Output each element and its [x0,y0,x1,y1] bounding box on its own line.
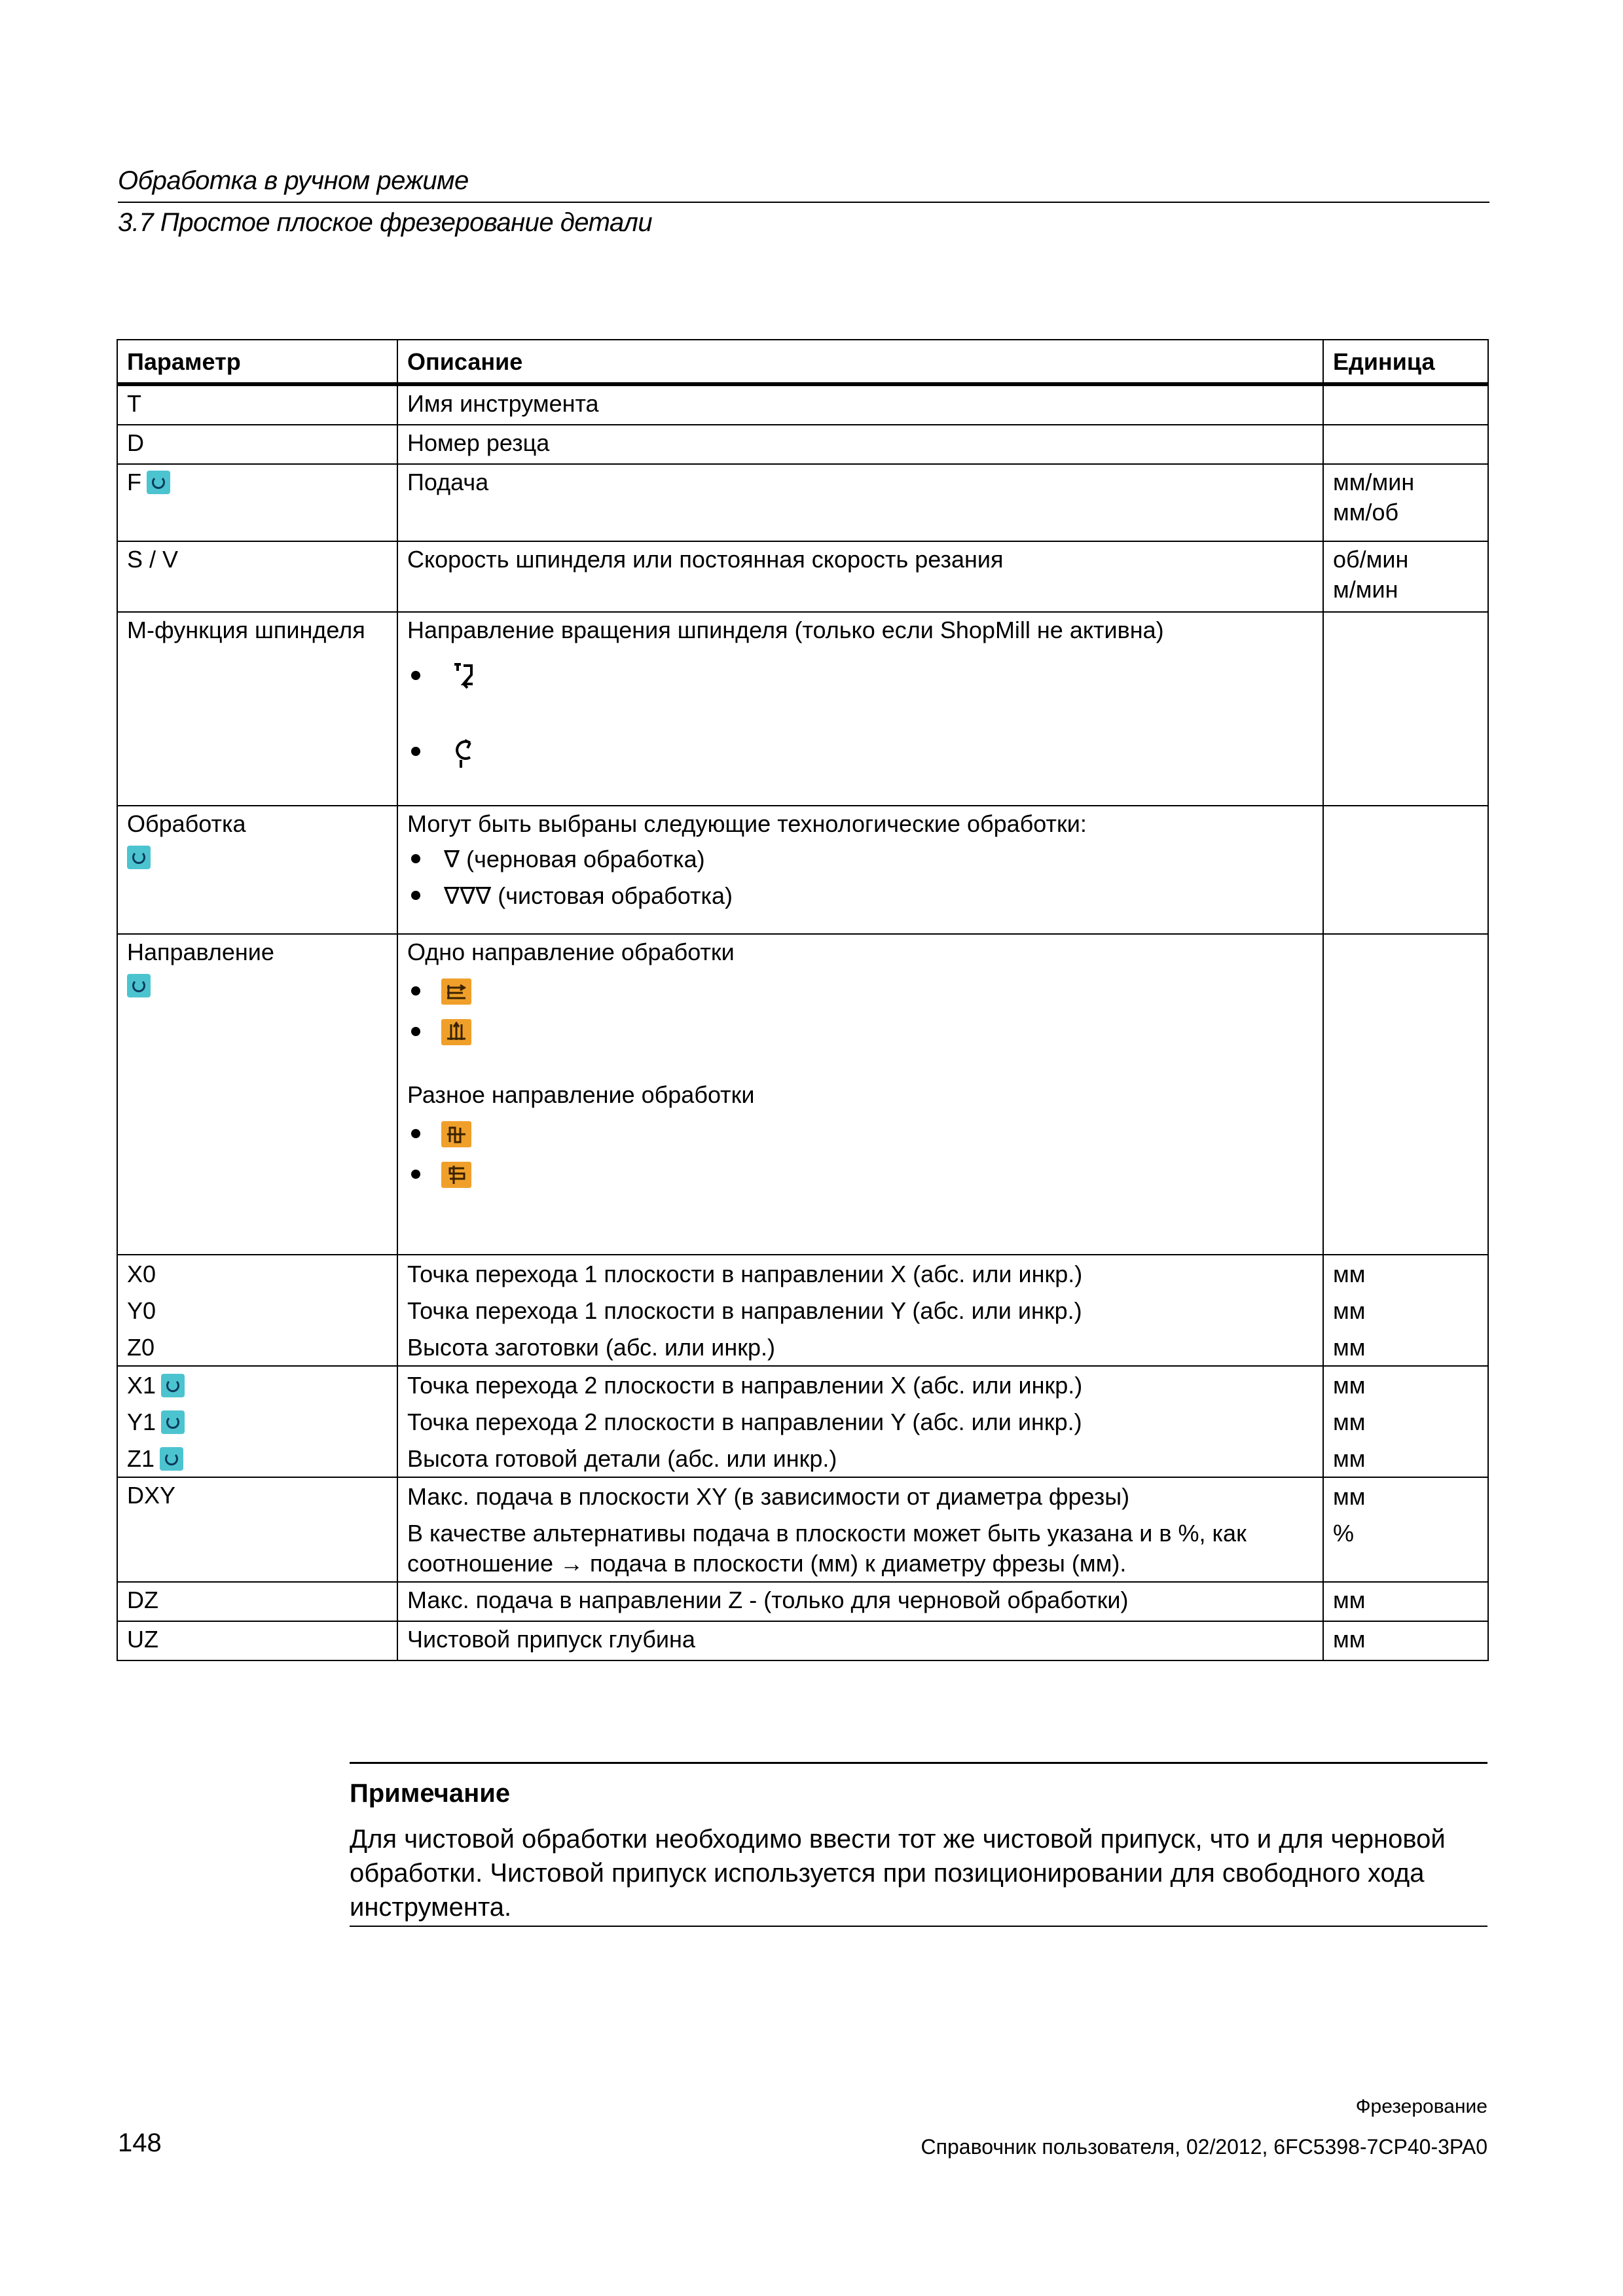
table-row [117,934,1488,1255]
table-row [117,541,1488,612]
description-cell [397,1366,1323,1477]
unit-line: мм [1333,1372,1366,1399]
unit-line: мм/об [1333,499,1399,526]
param-label: Y1 [127,1408,156,1435]
bullet-dot [411,986,420,996]
description-text: Направление вращения шпинделя (только если ShopMill не активна) [407,617,1164,643]
option-roughing: ∇ (черновая обработка) [444,846,705,872]
description-cell: Скорость шпинделя или постоянная скорость резания [397,541,1323,612]
chapter-title: Обработка в ручном режиме [118,166,469,195]
description-cell [397,934,1323,1255]
list-item [407,1155,1313,1195]
one-direction-y-icon [441,1019,471,1045]
description-text: Точка перехода 2 плоскости в направлении X (абс. или инкр.) [407,1372,1083,1399]
bullet-dot [411,1170,420,1179]
table-row [117,464,1488,541]
param-label: X0 [127,1261,156,1287]
param-label: Z1 [127,1445,155,1472]
description-text: В качестве альтернативы подача в плоскости может быть указана и в %, как соотношение → подача в плоскости (мм) к диаметру фрезы (мм). [407,1520,1247,1577]
param-cell: М-функция шпинделя [117,612,397,806]
description-text: Одно направление обработки [407,939,735,965]
param-cell: S / V [117,541,397,612]
unit-line: м/мин [1333,576,1398,603]
unit-line: мм [1333,1297,1366,1324]
page-number: 148 [118,2128,162,2157]
param-cell: DZ [117,1582,397,1621]
unit-cell [1323,464,1488,541]
description-cell [397,806,1323,934]
unit-cell: мм [1323,1582,1488,1621]
table-row [117,425,1488,464]
unit-line: мм [1333,1334,1366,1361]
description-text: Высота готовой детали (абс. или инкр.) [407,1445,837,1472]
description-text: Могут быть выбраны следующие технологические обработки: [407,810,1087,837]
unit-line: мм [1333,1408,1366,1435]
param-cell: DXY [117,1477,397,1582]
spindle-ccw-icon [449,735,478,781]
parameter-table [117,339,1489,1661]
column-header-param: Параметр [117,340,397,384]
unit-cell: мм [1323,1621,1488,1660]
description-cell [397,1477,1323,1582]
note-text: Для чистовой обработки необходимо ввести тот же чистовой припуск, что и для черновой обработки. Чистовой припуск используется при позиционировании для свободного хода инструмента. [350,1825,1446,1922]
unit-line: % [1333,1520,1355,1547]
description-cell: Чистовой припуск глубина [397,1621,1323,1660]
param-label: Y0 [127,1297,156,1324]
toggle-icon [127,974,151,997]
column-header-unit: Единица [1323,340,1488,384]
list-item [407,1114,1313,1155]
spindle-cw-icon [449,659,478,706]
note-bottom-rule [350,1926,1487,1927]
list-item [407,839,1313,880]
description-cell: Подача [397,464,1323,541]
description-text: Точка перехода 1 плоскости в направлении X (абс. или инкр.) [407,1261,1083,1287]
toggle-icon [160,1447,183,1471]
unit-cell [1323,541,1488,612]
unit-line: мм [1333,1483,1366,1510]
param-label: Направление [127,939,274,965]
table-row [117,1255,1488,1366]
note-title: Примечание [350,1779,511,1808]
param-cell: UZ [117,1621,397,1660]
description-cell [397,1255,1323,1366]
unit-cell [1323,384,1488,425]
toggle-icon [161,1374,185,1397]
description-text: Точка перехода 2 плоскости в направлении Y (абс. или инкр.) [407,1408,1082,1435]
option-finishing: ∇∇∇ (чистовая обработка) [444,882,733,909]
param-label: X1 [127,1372,156,1399]
bullet-dot [411,891,420,900]
footer-manual-info: Справочник пользователя, 02/2012, 6FC5398-7CP40-3PA0 [921,2135,1487,2159]
footer-manual-topic: Фрезерование [1355,2096,1487,2117]
unit-line: мм [1333,1261,1366,1287]
table-row [117,806,1488,934]
alternate-direction-y-icon [441,1121,471,1147]
param-cell: T [117,384,397,425]
param-label: Обработка [127,810,246,837]
unit-cell [1323,425,1488,464]
param-label: Z0 [127,1334,155,1361]
table-row [117,1366,1488,1477]
unit-cell [1323,1255,1488,1366]
param-cell [117,464,397,541]
description-text: Разное направление обработки [407,1081,755,1108]
table-header-row [117,340,1488,384]
table-row [117,384,1488,425]
param-cell [117,934,397,1255]
column-header-description: Описание [397,340,1323,384]
list-item [407,971,1313,1012]
alternate-direction-x-icon [441,1162,471,1188]
list-item [407,656,1313,706]
list-item [407,1012,1313,1052]
toggle-icon [127,846,151,869]
toggle-icon [147,471,170,494]
table-row [117,1621,1488,1660]
unit-cell [1323,1366,1488,1477]
section-title: 3.7 Простое плоское фрезерование детали [118,208,653,237]
unit-cell [1323,806,1488,934]
table-row [117,1477,1488,1582]
bullet-dot [411,671,420,680]
description-cell [397,612,1323,806]
unit-cell [1323,934,1488,1255]
note-top-rule [350,1762,1487,1764]
description-cell: Макс. подача в направлении Z - (только для черновой обработки) [397,1582,1323,1621]
unit-cell [1323,612,1488,806]
unit-line: об/мин [1333,546,1409,573]
table-row [117,1582,1488,1621]
unit-cell [1323,1477,1488,1582]
unit-line: мм/мин [1333,469,1415,495]
one-direction-x-icon [441,978,471,1005]
description-text: Высота заготовки (абс. или инкр.) [407,1334,776,1361]
param-cell [117,1255,397,1366]
header-divider [118,202,1489,203]
unit-line: мм [1333,1445,1366,1472]
bullet-dot [411,1027,420,1036]
bullet-dot [411,854,420,863]
description-cell: Номер резца [397,425,1323,464]
param-entry [118,1403,397,1440]
toggle-icon [161,1410,185,1434]
param-label: F [127,469,141,495]
table-row [117,612,1488,806]
description-text: Точка перехода 1 плоскости в направлении Y (абс. или инкр.) [407,1297,1082,1324]
param-cell: D [117,425,397,464]
param-cell [117,806,397,934]
bullet-dot [411,1129,420,1138]
bullet-dot [411,747,420,756]
description-text: Макс. подача в плоскости XY (в зависимости от диаметра фрезы) [407,1483,1130,1510]
param-cell [117,1366,397,1477]
list-item [407,880,1313,912]
description-cell: Имя инструмента [397,384,1323,425]
list-item [407,732,1313,781]
param-entry [118,1367,397,1403]
param-entry [118,1440,397,1477]
